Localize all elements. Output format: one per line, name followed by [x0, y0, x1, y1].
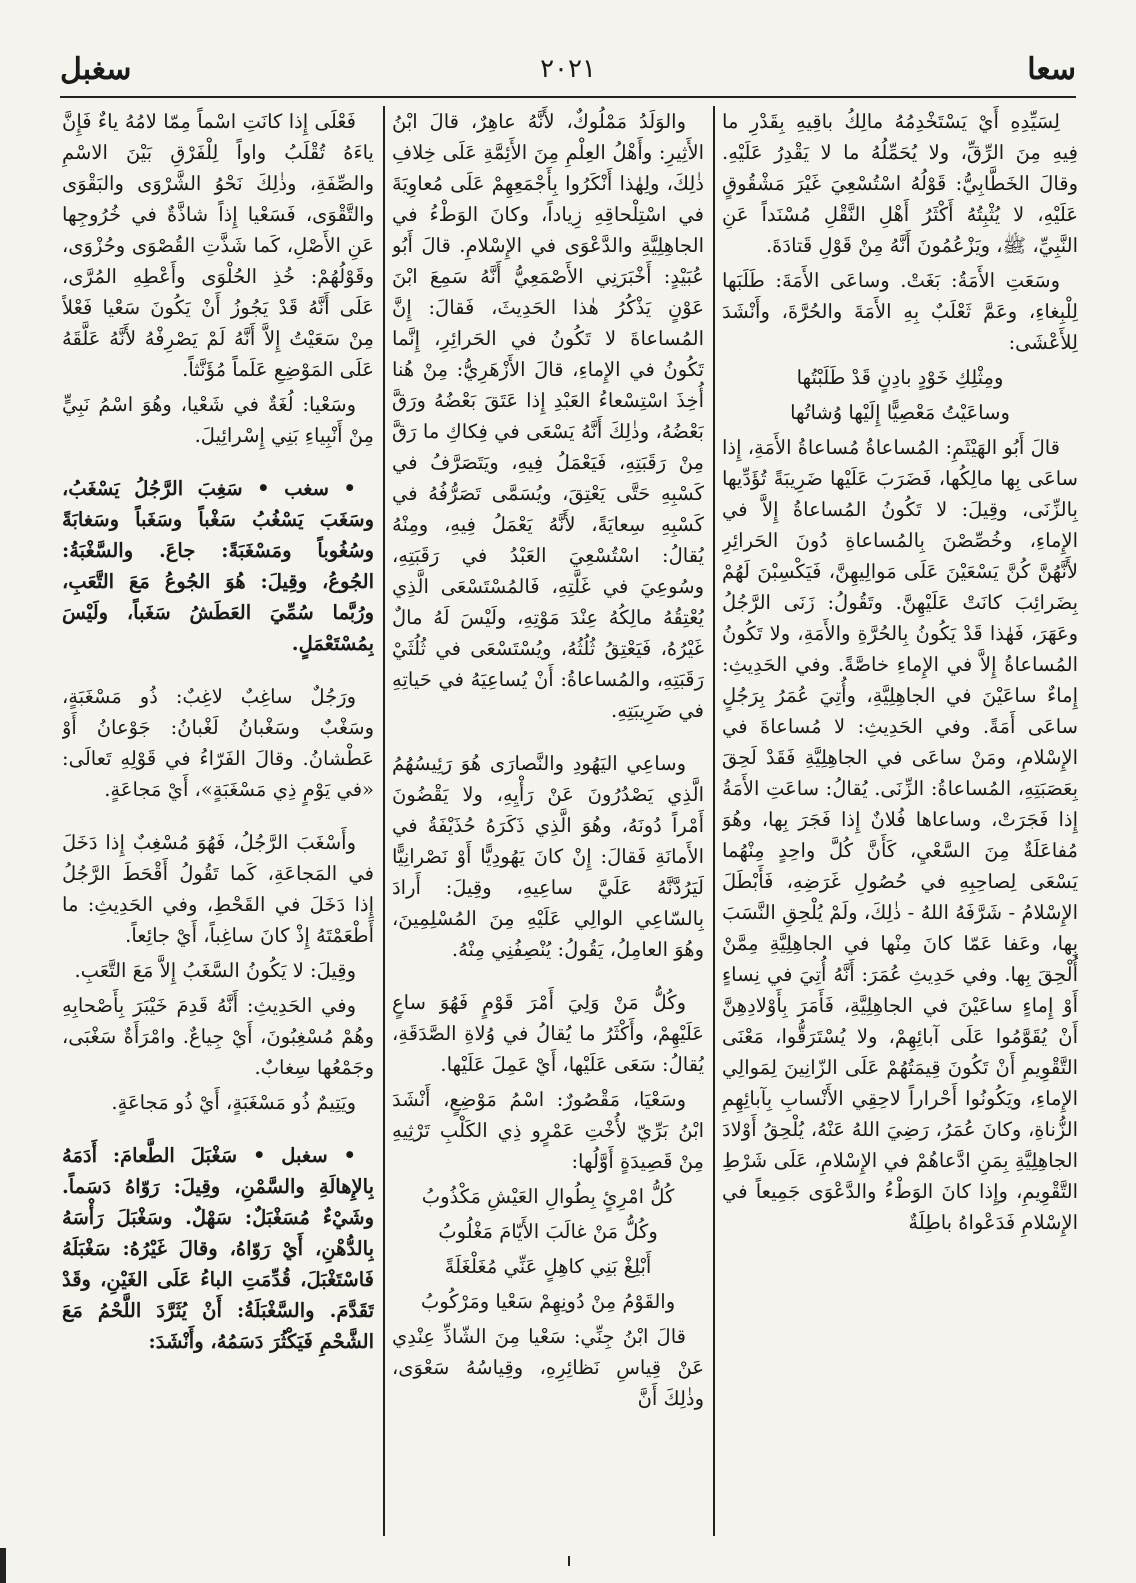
verse-line: ومِثْلِكِ خَوْدٍ بادِنٍ قَدْ طَلَبْتُها	[796, 366, 1004, 389]
paragraph: ورَجُلٌ ساغِبٌ لاغِبٌ: ذُو مَسْغَبَةٍ، وسَغْبٌ وسَغْبانُ لَغْبانُ: جَوْعانُ أَوْ عَطْشانُ. وقالَ الفَرّاءُ في قَوْلِهِ تَعالَى: «في يَوْمٍ ذِي مَسْغَبَةٍ»، أَيْ مَجاعَةٍ.	[62, 685, 374, 801]
paragraph: وفي الحَدِيثِ: أَنَّهُ قَدِمَ خَيْبَرَ بِأَصْحابِهِ وهُمْ مُسْغِبُونَ، أَيْ جِياعٌ. وامْرَأَةٌ سَغْبَى، وجَمْعُها سِغابٌ.	[62, 994, 374, 1079]
paragraph: لِسَيِّدِهِ أَيْ يَسْتَخْدِمُهُ مالِكُ باقِيهِ بِقَدْرِ ما فِيهِ مِنَ الرِّقِّ، ولا يُحَمِّلُهُ ما لا يَقْدِرُ عَلَيْهِ. وقالَ الخَطَّابِيُّ: قَوْلُهُ اسْتُسْعِيَ غَيْرَ مَشْقُوقٍ عَلَيْهِ، لا يُثْبِتُهُ أَكْثَرُ أَهْلِ النَّقْلِ مُسْنَداً عَنِ النَّبِيِّ، ﷺ، ويَزْعُمُونَ أَنَّهُ مِنْ قَوْلِ قَتادَةَ.	[722, 110, 1078, 257]
column-right	[722, 106, 1078, 1536]
paragraph: وكُلُّ مَنْ وَلِيَ أَمْرَ قَوْمٍ فَهُوَ ساعٍ عَلَيْهِمْ، وأَكْثَرُ ما يُقالُ في وُلاةِ الصَّدَقَةِ، يُقالُ: سَعَى عَلَيْها، أَيْ عَمِلَ عَلَيْها.	[392, 991, 704, 1076]
paragraph: قالَ ابْنُ جِنِّي: سَعْيا مِنَ الشّاذِّ عِنْدِي عَنْ قِياسِ نَظائِرِهِ، وقِياسُهُ سَعْوَى، وذٰلِكَ أَنَّ	[392, 1325, 704, 1410]
paragraph: والوَلَدُ مَمْلُوكٌ، لأَنَّهُ عاهِرٌ، قالَ ابْنُ الأَثِيرِ: وأَهْلُ العِلْمِ مِنَ الأَئِمَّةِ عَلَى خِلافِ ذٰلِكَ، ولِهٰذا أَنْكَرُوا بِأَجْمَعِهِمْ عَلَى مُعاوِيَةَ في اسْتِلْحاقِهِ زِياداً، وكانَ الوَطْءُ في الجاهِلِيَّةِ والدَّعْوَى في الإِسْلامِ. قالَ أَبُو عُبَيْدٍ: أَخْبَرَنِي الأَصْمَعِيُّ أَنَّهُ سَمِعَ ابْنَ عَوْنٍ يَذْكُرُ هٰذا الحَدِيثَ، فَقالَ: إِنَّ المُساعاةَ لا تَكُونُ في الحَرائِرِ، إِنَّما تَكُونُ في الإِماءِ، قالَ الأَزْهَرِيُّ: مِنْ هُنا أُخِذَ اسْتِسْعاءُ العَبْدِ إِذا عَتَقَ بَعْضُهُ ورَقَّ بَعْضُهُ، وذٰلِكَ أَنَّهُ يَسْعَى في فِكاكِ ما رَقَّ مِنْ رَقَبَتِهِ، فَيَعْمَلُ فِيهِ، ويَتَصَرَّفُ في كَسْبِهِ حَتَّى يَعْتِقَ، ويُسَمَّى تَصَرُّفُهُ في كَسْبِهِ سِعايَةً، لأَنَّهُ يَعْمَلُ فِيهِ، ومِنْهُ يُقالُ: اسْتُسْعِيَ العَبْدُ في رَقَبَتِهِ، وسُوعِيَ في غَلَّتِهِ، فَالمُسْتَسْعَى الَّذِي يُعْتِقُهُ مالِكُهُ عِنْدَ مَوْتِهِ، ولَيْسَ لَهُ مالٌ غَيْرُهُ، فَيَعْتِقُ ثُلُثُهُ، ويُسْتَسْعَى في ثُلُثَيْ رَقَبَتِهِ، والمُساعاةُ: أَنْ يُساعِيَهُ في حَياتِهِ في ضَرِيبَتِهِ.	[392, 110, 704, 722]
paragraph: وسَعَتِ الأَمَةُ: بَغَتْ. وساعَى الأَمَةَ: طَلَبَها لِلْبِغاءِ، وعَمَّ ثَعْلَبٌ بِهِ الأَمَةَ والحُرَّةَ، وأَنْشَدَ لِلأَعْشَى:	[722, 269, 1078, 354]
paragraph: وسَعْيا: لُغَةٌ في شَعْيا، وهُوَ اسْمُ نَبِيٍّ مِنْ أَنْبِياءِ بَنِي إِسْرائِيلَ.	[62, 393, 374, 447]
verse-line: وساعَيْتُ مَعْصِيًّا إِلَيْها وُشاتُها	[790, 401, 1010, 424]
verse-line: أَبْلِغْ بَنِي كاهِلٍ عَنِّي مُغَلْغَلَةً	[444, 1255, 652, 1278]
verse-line: كُلُّ امْرِئٍ بِطُوالِ العَيْشِ مَكْذُوبُ	[421, 1185, 675, 1208]
entry-sghbl: • سغبل • سَغْبَلَ الطَّعامَ: أَدَمَهُ بِالإِهالَةِ والسَّمْنِ، وقِيلَ: رَوّاهُ دَسَماً. وشَيْءٌ مُسَغْبَلٌ: سَهْلٌ. وسَغْبَلَ رَأْسَهُ بِالدُّهْنِ، أَيْ رَوّاهُ، وقالَ غَيْرُهُ: سَغْبَلَهُ فَاسْتَغْبَلَ، قُدِّمَتِ الباءُ عَلَى الغَيْنِ، وقَدْ تَقَدَّمَ. والسَّغْبَلَةُ: أَنْ يُثَرَّدَ اللَّحْمُ مَعَ الشَّحْمِ فَيَكْثُرَ دَسَمُهُ، وأَنْشَدَ:	[62, 1144, 374, 1353]
paragraph: وساعِي اليَهُودِ والنَّصارَى هُوَ رَئِيسُهُمُ الَّذِي يَصْدُرُونَ عَنْ رَأْيِهِ، ولا يَقْضُونَ أَمْراً دُونَهُ، وهُوَ الَّذِي ذَكَرَهُ حُذَيْفَةُ في الأَمانَةِ فَقالَ: إِنْ كانَ يَهُودِيًّا أَوْ نَصْرانِيًّا لَيَرُدَّنَّهُ عَلَيَّ ساعِيهِ، وقِيلَ: أَرادَ بِالسّاعِي الوالِي عَلَيْهِ مِنَ المُسْلِمِينَ، وهُوَ العامِلُ، يَقُولُ: يُنْصِفُنِي مِنْهُ.	[392, 752, 704, 961]
paragraph: ويَتِيمٌ ذُو مَسْغَبَةٍ، أَيْ ذُو مَجاعَةٍ.	[111, 1091, 356, 1114]
paragraph: وأَسْغَبَ الرَّجُلُ، فَهُوَ مُسْغِبٌ إِذا دَخَلَ في المَجاعَةِ، كَما تَقُولُ أَقْحَطَ الرَّجُلُ إِذا دَخَلَ في القَحْطِ، وفي الحَدِيثِ: ما أَطْعَمْتَهُ إِذْ كانَ ساغِباً، أَيْ جائِعاً.	[62, 831, 374, 947]
header-right-keyword: سعا	[1027, 52, 1076, 87]
paragraph: وسَعْيَا، مَقْصُورٌ: اسْمُ مَوْضِعٍ، أَنْشَدَ ابْنُ بَرِّيّ لأُخْتِ عَمْرٍو ذِي الكَلْبِ تَرْثِيهِ مِنْ قَصِيدَةٍ أَوَّلُها:	[392, 1088, 704, 1173]
entry-sghb: • سغب • سَغِبَ الرَّجُلُ يَسْغَبُ، وسَغَبَ يَسْغُبُ سَغْباً وسَغَباً وسَغابَةً وسُغُوباً ومَسْغَبَةً: جاعَ. والسَّغْبَةُ: الجُوعُ، وقِيلَ: هُوَ الجُوعُ مَعَ التَّعَبِ، ورُبَّما سُمِّيَ العَطَشُ سَغَباً، ولَيْسَ بِمُسْتَعْمَلٍ.	[62, 477, 374, 655]
header-left-keyword: سغبل	[60, 52, 132, 87]
column-divider	[713, 106, 715, 1536]
header-rule	[60, 96, 1076, 98]
paragraph: قالَ أَبُو الهَيْثَمِ: المُساعاةُ مُساعاةُ الأَمَةِ، إِذا ساعَى بِها مالِكُها، فَضَرَبَ عَلَيْها ضَرِيبَةً تُؤَدِّيها بِالزِّنَى، وقِيلَ: لا تَكُونُ المُساعاةُ إِلاَّ في الإِماءِ، وخُصِّصْنَ بِالمُساعاةِ دُونَ الحَرائِرِ لأَنَّهُنَّ كُنَّ يَسْعَيْنَ عَلَى مَوالِيهِنَّ، فَيَكْسِبْنَ لَهُمْ بِضَرائِبَ كانَتْ عَلَيْهِنَّ. وتَقُولُ: زَنَى الرَّجُلُ وعَهَرَ، فَهٰذا قَدْ يَكُونُ بِالحُرَّةِ والأَمَةِ، ولا تَكُونُ المُساعاةُ إِلاَّ في الإِماءِ خاصَّةً. وفي الحَدِيثِ: إِماءٌ ساعَيْنَ في الجاهِلِيَّةِ، وأُتِيَ عُمَرُ بِرَجُلٍ ساعَى أَمَةً. وفي الحَدِيثِ: لا مُساعاةَ في الإِسْلامِ، ومَنْ ساعَى في الجاهِلِيَّةِ فَقَدْ لَحِقَ بِعَصَبَتِهِ، المُساعاةُ: الزِّنَى. يُقالُ: ساعَتِ الأَمَةُ إِذا فَجَرَتْ، وساعاها فُلانٌ إِذا فَجَرَ بِها، وهُوَ مُفاعَلَةٌ مِنَ السَّعْيِ، كَأَنَّ كُلَّ واحِدٍ مِنْهُما يَسْعَى لِصاحِبِهِ في حُصُولِ غَرَضِهِ، فَأَبْطَلَ الإِسْلامُ - شَرَّفَهُ اللهُ - ذٰلِكَ، ولَمْ يُلْحِقِ النَّسَبَ بِها، وعَفا عَمّا كانَ مِنْها في الجاهِلِيَّةِ مِمَّنْ أُلْحِقَ بِها. وفي حَدِيثِ عُمَرَ: أَنَّهُ أُتِيَ في نِساءٍ أَوْ إِماءٍ ساعَيْنَ في الجاهِلِيَّةِ، فَأَمَرَ بِأَوْلادِهِنَّ أَنْ يُقَوَّمُوا عَلَى آبائِهِمْ، ولا يُسْتَرَقُّوا، مَعْنَى التَّقْوِيمِ أَنْ تَكُونَ قِيمَتُهُمْ عَلَى الزّانِينَ لِمَوالِي الإِماءِ، ويَكُونُوا أَحْراراً لاحِقِي الأَنْسابِ بِآبائِهِمِ الزُّناةِ، وكانَ عُمَرُ، رَضِيَ اللهُ عَنْهُ، يُلْحِقُ أَوْلادَ الجاهِلِيَّةِ بِمَنِ ادَّعاهُمْ في الإِسْلامِ، عَلَى شَرْطِ التَّقْوِيمِ، وإِذا كانَ الوَطْءُ والدَّعْوَى جَمِيعاً في الإِسْلامِ فَدَعْواهُ باطِلَةٌ	[722, 436, 1078, 1234]
column-middle	[392, 106, 704, 1536]
scan-mark	[0, 1548, 6, 1583]
page-number: ٢٠٢١	[540, 54, 596, 84]
page-header	[60, 52, 1076, 92]
column-divider	[383, 106, 385, 1536]
paragraph: فَعْلَى إِذا كانَتِ اسْماً مِمّا لامُهُ ياءٌ فَإِنَّ ياءَهُ تُقْلَبُ واواً لِلْفَرْقِ بَيْنَ الاسْمِ والصِّفَةِ، وذٰلِكَ نَحْوُ الشَّرْوَى والبَقْوَى والتَّقْوَى، فَسَعْيا إِذاً شاذَّةٌ في خُرُوجِها عَنِ الأَصْلِ، كَما شَذَّتِ القُصْوَى وحُزْوَى، وقَوْلُهُمْ: خُذِ الحُلْوَى وأَعْطِهِ المُرَّى، عَلَى أَنَّهُ قَدْ يَجُوزُ أَنْ يَكُونَ سَعْيا فَعْلاً مِنْ سَعَيْتُ إِلاَّ أَنَّهُ لَمْ يَصْرِفْهُ لأَنَّهُ عَلَّقَهُ عَلَى المَوْضِعِ عَلَماً مُؤَنَّثاً.	[62, 110, 374, 381]
verse-line: وكُلُّ مَنْ غالَبَ الأَيّامَ مَغْلُوبُ	[438, 1220, 658, 1243]
column-left	[62, 106, 374, 1536]
paragraph: وقِيلَ: لا يَكُونُ السَّغَبُ إِلاَّ مَعَ التَّعَبِ.	[74, 959, 356, 982]
verse-line: والقَوْمُ مِنْ دُونِهِمْ سَعْيا ومَرْكُوبُ	[420, 1290, 676, 1313]
scan-mark	[568, 1556, 570, 1566]
